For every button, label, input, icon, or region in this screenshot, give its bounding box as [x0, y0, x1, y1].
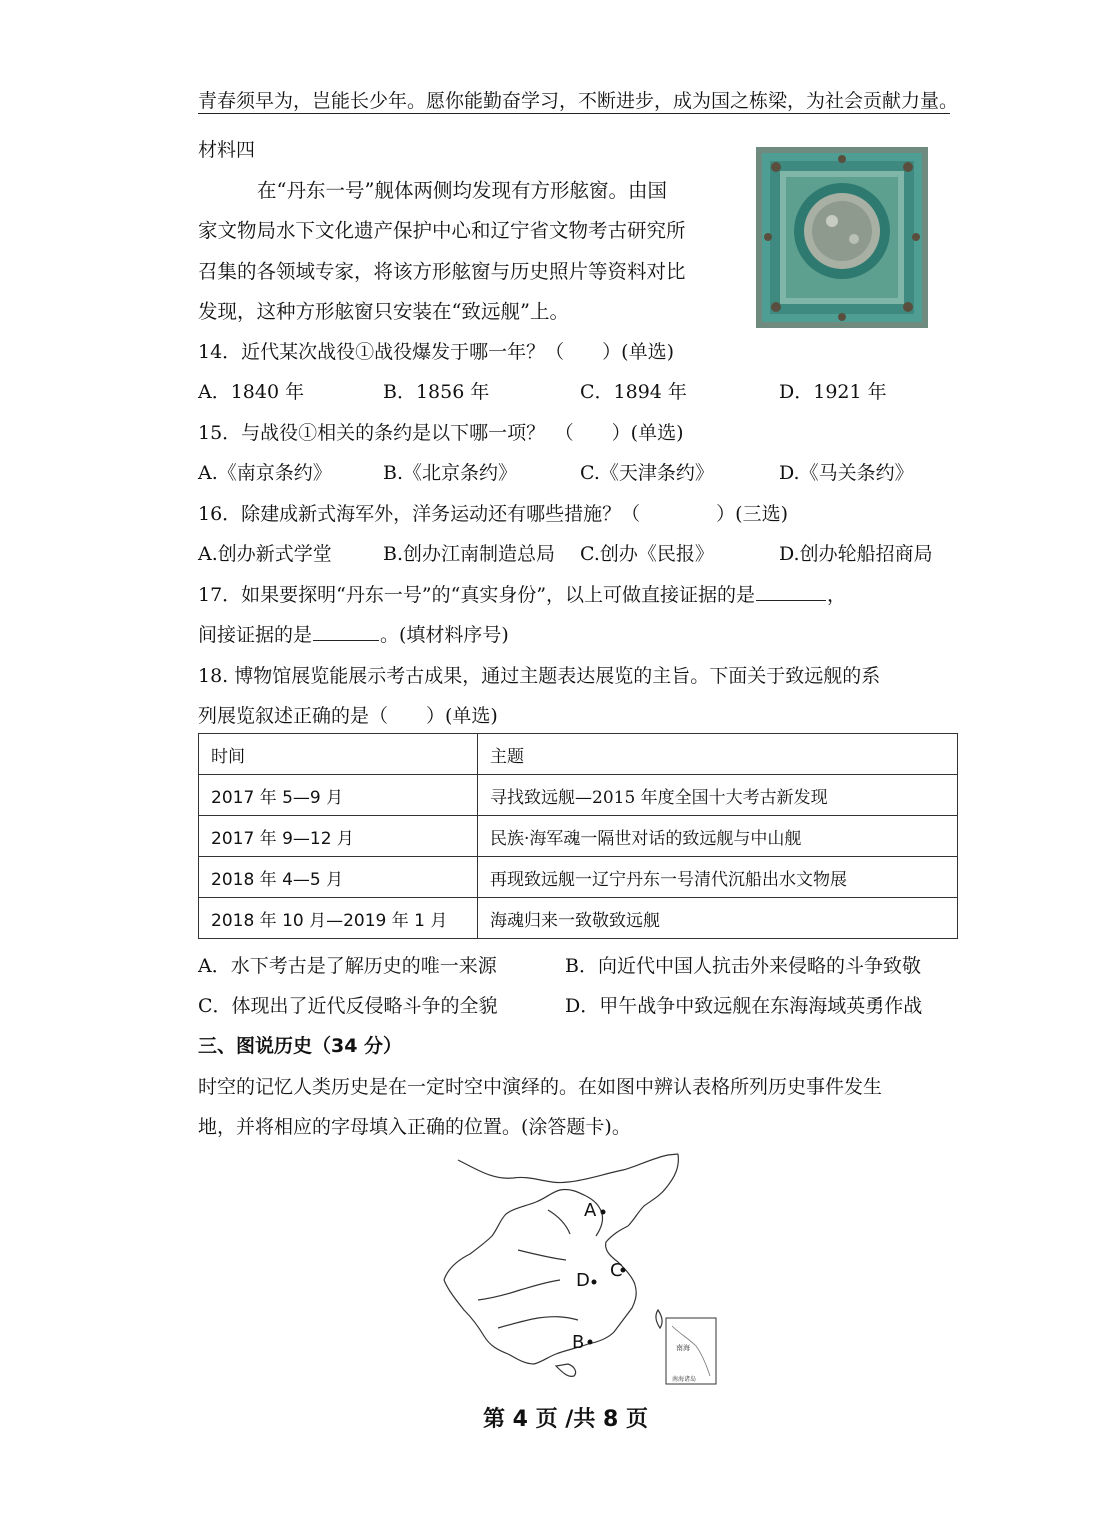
- q16-stem: 16．除建成新式海军外，洋务运动还有哪些措施？（ ）(三选): [198, 503, 789, 525]
- table-cell-time: 2017 年 9—12 月: [199, 816, 478, 857]
- square-porthole-photo: [756, 147, 928, 328]
- inset-label: 南海: [676, 1344, 690, 1352]
- q18-option-a: A．水下考古是了解历史的唯一来源: [198, 955, 497, 977]
- inset-label: 南海诸岛: [672, 1376, 697, 1383]
- q18-option-c: C．体现出了近代反侵略斗争的全貌: [198, 995, 498, 1017]
- q15-option-a: A.《南京条约》: [198, 462, 332, 484]
- table-cell-theme: 民族·海军魂一隔世对话的致远舰与中山舰: [478, 816, 958, 857]
- table-row: [199, 898, 958, 939]
- q17-text-c: 间接证据的是: [198, 624, 313, 646]
- china-map: [438, 1150, 728, 1390]
- table-cell-theme: 再现致远舰一辽宁丹东一号清代沉船出水文物展: [478, 857, 958, 898]
- q18-line2: 列展览叙述正确的是（ ）(单选): [198, 705, 498, 727]
- table-cell-theme: 寻找致远舰—2015 年度全国十大考古新发现: [478, 775, 958, 816]
- q16-option-c: C.创办《民报》: [580, 543, 714, 565]
- material4-heading: 材料四: [198, 139, 256, 161]
- page-number: 第 4 页 /共 8 页: [483, 1407, 648, 1432]
- map-point-d: [592, 1280, 597, 1285]
- table-header-row: [199, 734, 958, 775]
- q18-option-b: B．向近代中国人抗击外来侵略的斗争致敬: [565, 955, 921, 977]
- q17-line1: [198, 580, 846, 607]
- q16-option-b: B.创办江南制造总局: [383, 543, 556, 565]
- material4-line: 发现，这种方形舷窗只安装在“致远舰”上。: [198, 300, 569, 323]
- q15-stem: 15．与战役①相关的条约是以下哪一项？ （ ）(单选): [198, 422, 684, 444]
- table-header-theme: 主题: [478, 734, 958, 775]
- table-cell-time: 2018 年 4—5 月: [199, 857, 478, 898]
- q18-option-d: D．甲午战争中致远舰在东海海域英勇作战: [565, 995, 923, 1017]
- map-label-d: D: [576, 1270, 590, 1291]
- table-row: [199, 816, 958, 857]
- q15-option-d: D.《马关条约》: [779, 462, 914, 484]
- section3-title: 三、图说历史（34 分）: [198, 1035, 403, 1057]
- header-motto: 青春须早为，岂能长少年。愿你能勤奋学习，不断进步，成为国之栋梁，为社会贡献力量。: [198, 90, 959, 112]
- map-point-b: [588, 1340, 593, 1345]
- material4-line: 在“丹东一号”舰体两侧均发现有方形舷窗。由国: [257, 179, 667, 202]
- map-label-a: A: [584, 1200, 597, 1221]
- q15-option-b: B.《北京条约》: [383, 462, 518, 484]
- q14-option-a: A．1840 年: [198, 381, 305, 403]
- q17-indirect-evidence-blank[interactable]: [313, 622, 379, 641]
- q18-line1: 18. 博物馆展览能展示考古成果，通过主题表达展览的主旨。下面关于致远舰的系: [198, 665, 881, 687]
- q17-line2: [198, 620, 509, 647]
- table-header-time: 时间: [199, 734, 478, 775]
- q14-option-d: D．1921 年: [779, 381, 887, 403]
- q17-text-d: 。(填材料序号): [380, 624, 509, 646]
- table-cell-time: 2017 年 5—9 月: [199, 775, 478, 816]
- material4-line: 召集的各领域专家，将该方形舷窗与历史照片等资料对比: [198, 260, 686, 283]
- map-label-c: C: [610, 1260, 623, 1281]
- q17-text-b: ，: [827, 584, 847, 606]
- q15-option-c: C.《天津条约》: [580, 462, 714, 484]
- map-point-a: [601, 1210, 606, 1215]
- q14-option-c: C．1894 年: [580, 381, 687, 403]
- material4-line: 家文物局水下文化遗产保护中心和辽宁省文物考古研究所: [198, 219, 686, 242]
- q16-option-d: D.创办轮船招商局: [779, 543, 933, 565]
- exhibition-table: [198, 733, 958, 939]
- section3-intro-line2: 地，并将相应的字母填入正确的位置。(涂答题卡)。: [198, 1116, 631, 1138]
- header-divider: [198, 113, 950, 114]
- q14-stem: 14．近代某次战役①战役爆发于哪一年？（ ）(单选): [198, 341, 675, 363]
- section3-intro-line1: 时空的记忆人类历史是在一定时空中演绎的。在如图中辨认表格所列历史事件发生: [198, 1076, 883, 1098]
- table-cell-time: 2018 年 10 月—2019 年 1 月: [199, 898, 478, 939]
- q17-text-a: 17．如果要探明“丹东一号”的“真实身份”，以上可做直接证据的是: [198, 584, 756, 606]
- table-row: [199, 775, 958, 816]
- q17-direct-evidence-blank[interactable]: [756, 582, 826, 601]
- q16-option-a: A.创办新式学堂: [198, 543, 332, 565]
- map-label-b: B: [572, 1332, 585, 1353]
- table-row: [199, 857, 958, 898]
- q14-option-b: B．1856 年: [383, 381, 490, 403]
- table-cell-theme: 海魂归来一致敬致远舰: [478, 898, 958, 939]
